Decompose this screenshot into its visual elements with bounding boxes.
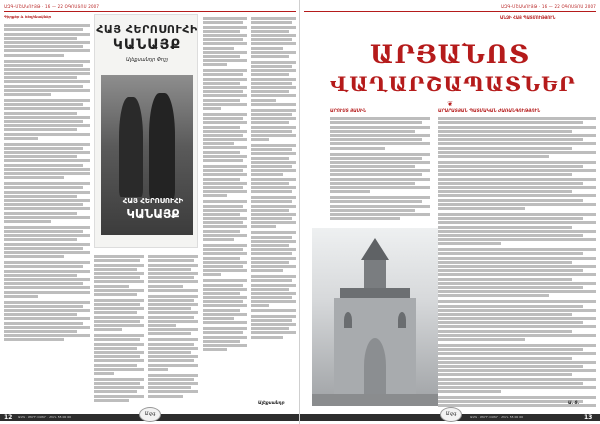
left-kicker: Գիրքեր և հեղինակներ <box>4 15 52 19</box>
right-author-signature: Ա. Ց. <box>568 400 580 405</box>
byline: ԱՐՈՒՍՏ ՅԱՍԻՆ <box>330 108 367 113</box>
church-doorway <box>364 338 386 394</box>
left-article-column-3 <box>148 254 198 408</box>
church-drum <box>364 260 386 288</box>
article-title-line2: ՎԱՂԱՐՇԱՊԱՏՆԵՐ <box>330 72 576 96</box>
church-cone-roof <box>361 238 389 260</box>
left-footer-text: ԱԶԳ · ՄԵՐԻ ՕՍԵՐ · ՀԵՌ. 55 00 00 <box>18 415 72 419</box>
subhead: ԱՐԱՐԱՏՅԱՆ ՊԱՏՄԱԿԱՆ ԺԱՌԱՆԳՈՒԹՅՈՒՆ <box>438 108 541 113</box>
cover-figure-woman-2 <box>149 93 175 199</box>
right-header-rule <box>304 11 596 12</box>
cover-author: Ալեքսանդր Փոշյ <box>126 57 168 63</box>
title-ornament-icon: ❦ <box>447 100 453 108</box>
left-article-column-2 <box>94 254 144 408</box>
right-intro-column <box>330 116 430 224</box>
left-masthead-logo-icon: Ազգ <box>139 407 161 422</box>
left-article-column-5 <box>251 16 296 408</box>
left-article-column-1 <box>4 23 90 409</box>
right-page-number: 13 <box>584 414 593 421</box>
church-window-right <box>398 312 406 328</box>
cover-inner-title-line2: ԿԱՆԱՅՔ <box>126 207 180 221</box>
left-header-rule <box>4 11 296 12</box>
church-window-left <box>344 312 352 328</box>
cover-title-line1: ՀԱՅ ՀԵՐՈՍՈՒՀԻ <box>96 23 198 36</box>
left-running-header: ԱԶԳ-ՄՇԱԿՈՒՅԹ · 16 — 22 ՕԳՈՍՏՈՍ 2007 <box>4 4 100 9</box>
right-masthead-logo-icon: Ազգ <box>440 407 462 422</box>
right-running-header: ԱԶԳ-ՄՇԱԿՈՒՅԹ · 16 — 22 ՕԳՈՍՏՈՍ 2007 <box>500 4 596 9</box>
left-author-signature: Ալեքսանդր <box>258 400 285 405</box>
book-cover <box>94 14 198 248</box>
left-article-column-4 <box>203 16 247 408</box>
cover-title-line2: ԿԱՆԱՅՔ <box>112 37 182 53</box>
cover-inner-title-line1: ՀԱՅ ՀԵՐՈՍՈՒՀԻ <box>122 197 184 205</box>
cover-photo <box>101 75 193 235</box>
church-photo <box>312 228 438 406</box>
church-roof <box>340 288 410 298</box>
right-main-column <box>438 116 596 408</box>
section-label: ԱՆՁԻ ՀԱՅ ՊԱՏՄՈՒԹՅՈՒՆ <box>500 15 556 20</box>
right-footer-text: ԱԶԳ · ՄԵՐԻ ՕՍԵՐ · ՀԵՌ. 55 00 00 <box>470 415 524 419</box>
church-ground <box>312 394 438 406</box>
left-page-number: 12 <box>4 414 13 421</box>
article-title-line1: ԱՐՅԱՆՈՏ <box>370 40 530 69</box>
cover-figure-woman-1 <box>119 97 143 197</box>
